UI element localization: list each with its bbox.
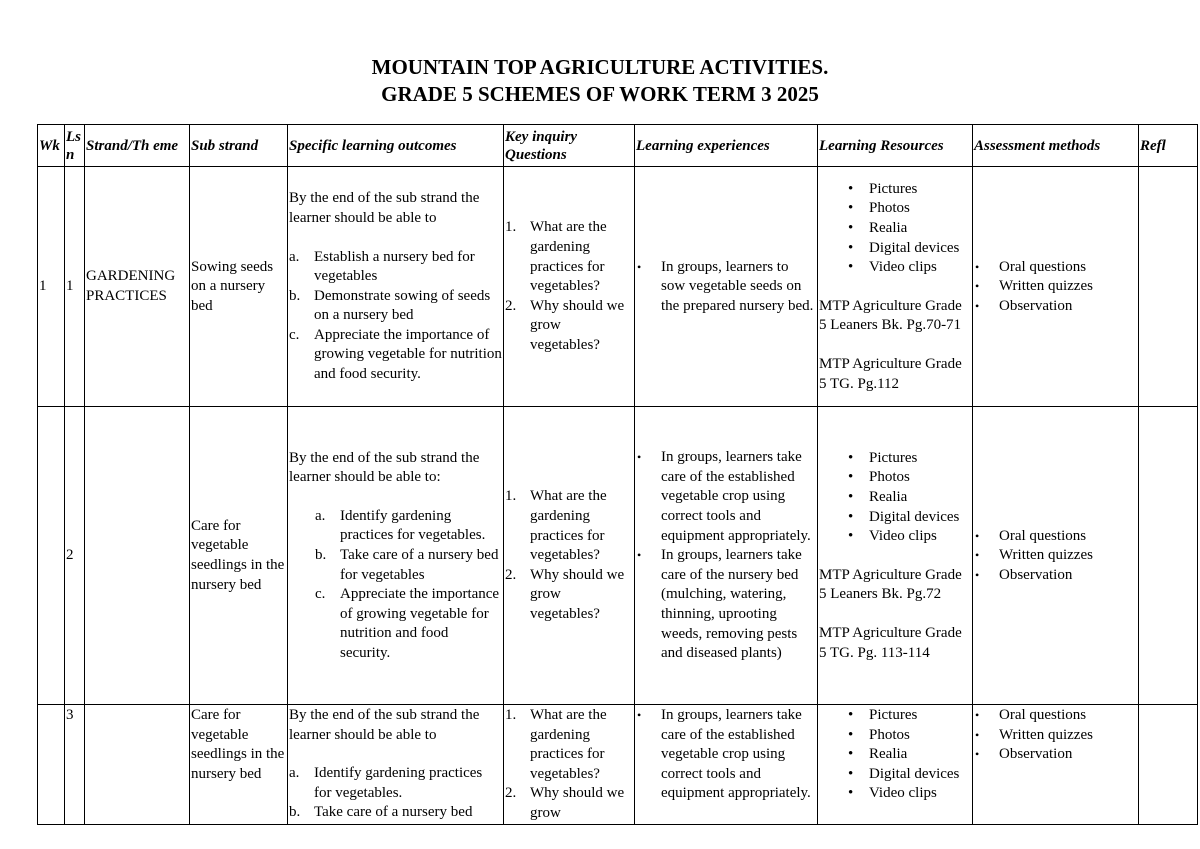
resources-list (819, 180, 971, 278)
lesson-cell: 3 (65, 705, 85, 825)
spacer (819, 336, 971, 355)
resource-item: • Photos (844, 199, 971, 219)
resource-item: • Realia (844, 219, 971, 239)
outcomes-list (289, 507, 502, 664)
sub-strand-cell: Care for vegetable seedlings in the nursery bed (190, 407, 288, 705)
table-row (38, 407, 1198, 705)
outcomes-intro: By the end of the sub strand the learner should be able to (289, 190, 480, 226)
reflection-cell (1139, 407, 1198, 705)
resource-item: • Video clips (844, 784, 971, 804)
resource-item: • Video clips (844, 527, 971, 547)
experiences-cell (635, 407, 818, 705)
experiences-list (636, 258, 816, 317)
assessment-item: • Oral questions (974, 527, 1137, 547)
resources-list (819, 706, 971, 804)
assessment-item: • Observation (974, 566, 1137, 586)
resources-cell (818, 705, 973, 825)
scheme-of-work-table (37, 124, 1198, 825)
column-header-label: Specific learning outcomes (289, 138, 457, 154)
outcomes-cell (288, 407, 504, 705)
column-header (288, 125, 504, 167)
assessment-list (974, 706, 1137, 765)
experience-item: • In groups, learners to sow vegetable seeds on the prepared nursery bed. (636, 258, 816, 317)
question-item: 1. What are the gardening practices for vegetables? (505, 706, 633, 784)
column-header-label: Assessment methods (974, 138, 1101, 154)
resource-item: • Pictures (844, 449, 971, 469)
column-header (65, 125, 85, 167)
column-header-label: Ls n (66, 129, 81, 163)
resource-item: • Photos (844, 726, 971, 746)
experience-item: • In groups, learners take care of the established vegetable crop using correct tools and equipment appropriately. (636, 448, 816, 546)
experiences-cell (635, 167, 818, 407)
column-header-label: Key inquiry Questions (505, 129, 578, 163)
outcome-item: a. Identify gardening practices for vegetables. (289, 764, 502, 803)
table-row (38, 167, 1198, 407)
resource-reference: MTP Agriculture Grade 5 Leaners Bk. Pg.70-71 (819, 297, 962, 334)
outcomes-list (289, 764, 502, 823)
table-header-row (38, 125, 1198, 167)
resource-item: • Digital devices (844, 765, 971, 785)
assessment-item: • Written quizzes (974, 277, 1137, 297)
assessment-item: • Written quizzes (974, 546, 1137, 566)
resource-item: • Realia (844, 745, 971, 765)
assessment-list (974, 527, 1137, 586)
lesson-cell: 2 (65, 407, 85, 705)
resource-item: • Realia (844, 488, 971, 508)
document-title: MOUNTAIN TOP AGRICULTURE ACTIVITIES. (371, 55, 829, 79)
questions-list (505, 487, 633, 624)
outcome-item: c. Appreciate the importance of growing vegetable for nutrition and food security. (289, 326, 502, 385)
assessment-item: • Written quizzes (974, 726, 1137, 746)
assessment-cell (973, 705, 1139, 825)
outcomes-intro: By the end of the sub strand the learner should be able to (289, 707, 480, 743)
resource-item: • Photos (844, 468, 971, 488)
spacer (289, 229, 502, 248)
question-item: 2. Why should we grow vegetables? (505, 566, 633, 625)
assessment-cell (973, 407, 1139, 705)
column-header-label: Refl (1140, 138, 1166, 154)
questions-list (505, 706, 633, 824)
assessment-cell (973, 167, 1139, 407)
resource-item: • Digital devices (844, 239, 971, 259)
reflection-cell (1139, 705, 1198, 825)
column-header (973, 125, 1139, 167)
experiences-list (636, 706, 816, 804)
resources-cell (818, 407, 973, 705)
assessment-item: • Observation (974, 745, 1137, 765)
questions-cell (504, 705, 635, 825)
assessment-item: • Oral questions (974, 258, 1137, 278)
column-header-label: Learning Resources (819, 138, 944, 154)
resource-reference: MTP Agriculture Grade 5 TG. Pg. 113-114 (819, 624, 962, 661)
questions-list (505, 218, 633, 355)
outcomes-cell (288, 167, 504, 407)
resource-item: • Digital devices (844, 508, 971, 528)
outcome-item: b. Demonstrate sowing of seeds on a nursery bed (289, 287, 502, 326)
experience-item: • In groups, learners take care of the nursery bed (mulching, watering, thinning, uprooting weeds, removing pests and diseased plants) (636, 546, 816, 664)
outcome-item: c. Appreciate the importance of growing vegetable for nutrition and food security. (315, 585, 502, 663)
spacer (289, 488, 502, 507)
column-header (818, 125, 973, 167)
outcomes-intro: By the end of the sub strand the learner should be able to: (289, 449, 480, 486)
column-header (504, 125, 635, 167)
column-header-label: Learning experiences (636, 138, 770, 154)
assessment-item: • Oral questions (974, 706, 1137, 726)
resource-item: • Pictures (844, 180, 971, 200)
column-header (85, 125, 190, 167)
question-item: 1. What are the gardening practices for vegetables? (505, 218, 633, 296)
lesson-cell: 1 (65, 167, 85, 407)
strand-cell (85, 407, 190, 705)
question-item: 1. What are the gardening practices for vegetables? (505, 487, 633, 565)
question-item: 2. Why should we grow vegetables? (505, 297, 633, 356)
outcomes-list (289, 248, 502, 385)
outcomes-cell (288, 705, 504, 825)
week-cell (38, 407, 65, 705)
assessment-list (974, 258, 1137, 317)
outcome-item: b. Take care of a nursery bed for vegetables (315, 546, 502, 585)
resource-reference: MTP Agriculture Grade 5 Leaners Bk. Pg.72 (819, 566, 962, 603)
strand-cell (85, 705, 190, 825)
spacer (289, 745, 502, 764)
column-header-label: Strand/Th eme (86, 138, 179, 154)
document-subtitle: GRADE 5 SCHEMES OF WORK TERM 3 2025 (381, 82, 819, 106)
column-header (1139, 125, 1198, 167)
strand-cell: GARDENING PRACTICES (85, 167, 190, 407)
table-row (38, 705, 1198, 825)
reflection-cell (1139, 167, 1198, 407)
spacer (819, 605, 971, 624)
column-header (635, 125, 818, 167)
week-cell (38, 705, 65, 825)
questions-cell (504, 167, 635, 407)
column-header-label: Sub strand (191, 138, 259, 154)
questions-cell (504, 407, 635, 705)
question-item: 2. Why should we grow (505, 784, 633, 823)
assessment-item: • Observation (974, 297, 1137, 317)
spacer (819, 278, 971, 297)
column-header (38, 125, 65, 167)
column-header (190, 125, 288, 167)
outcome-item: b. Take care of a nursery bed (289, 803, 502, 823)
resource-item: • Pictures (844, 706, 971, 726)
sub-strand-cell: Sowing seeds on a nursery bed (190, 167, 288, 407)
resource-item: • Video clips (844, 258, 971, 278)
sub-strand-cell: Care for vegetable seedlings in the nursery bed (190, 705, 288, 825)
column-header-label: Wk (39, 138, 60, 154)
resources-list (819, 449, 971, 547)
week-cell: 1 (38, 167, 65, 407)
outcome-item: a. Identify gardening practices for vegetables. (315, 507, 502, 546)
experience-item: • In groups, learners take care of the established vegetable crop using correct tools and equipment appropriately. (636, 706, 816, 804)
spacer (819, 547, 971, 566)
outcome-item: a. Establish a nursery bed for vegetables (289, 248, 502, 287)
experiences-cell (635, 705, 818, 825)
resource-reference: MTP Agriculture Grade 5 TG. Pg.112 (819, 355, 962, 392)
experiences-list (636, 448, 816, 664)
resources-cell (818, 167, 973, 407)
